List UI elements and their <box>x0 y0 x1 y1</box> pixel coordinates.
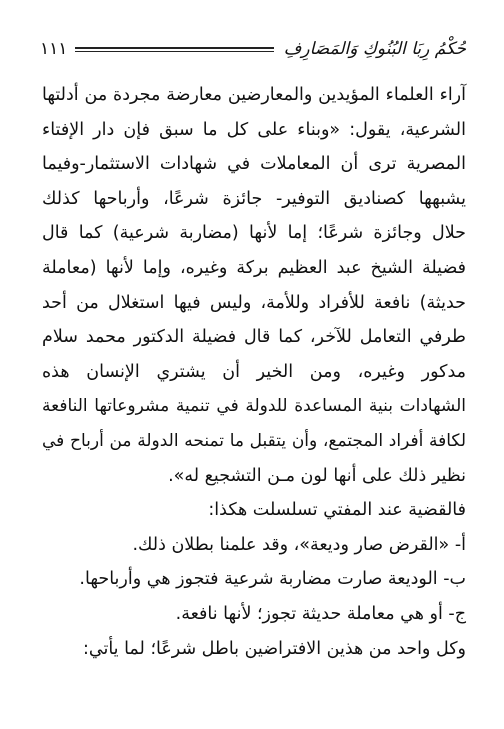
text-line: آراء العلماء المؤيدين والمعارضين معارضة مجردة من أدلتها <box>42 85 466 105</box>
header-rule <box>75 47 273 52</box>
intro-line: فالقضية عند المفتي تسلسلت هكذا: <box>208 500 466 521</box>
point-c: ج- أو هي معاملة حديثة تجوز؛ لأنها نافعة. <box>175 603 466 624</box>
text-line: لكافة أفراد المجتمع، وأن يتقبل ما تمنحه الدولة من أرباح في <box>42 430 466 451</box>
text-line: المصرية ترى أن المعاملات في شهادات الاستثمار-وفيما <box>42 154 466 175</box>
text-line: نظير ذلك على أنها لون مـن التشجيع له». <box>168 465 466 486</box>
text-line: حديثة) نافعة للأفراد وللأمة، وليس فيها استغلال من أحد <box>42 292 466 313</box>
point-a: أ- «القرض صار وديعة»، وقد علمنا بطلان ذلك. <box>132 534 466 555</box>
page-header <box>40 34 466 64</box>
text-line: فضيلة الشيخ عبد العظيم بركة وغيره، وإما لأنها (معاملة <box>42 257 466 278</box>
text-line: الشرعية، يقول: «وبناء على كل ما سبق فإن دار الإفتاء <box>42 119 466 140</box>
body-text <box>42 78 466 666</box>
text-line: طرفي التعامل للآخر، كما قال فضيلة الدكتور محمد سلام <box>42 327 466 348</box>
text-line: حلال وجائزة شرعًا؛ إما لأنها (مضاربة شرعية) كما قال <box>42 223 466 244</box>
page-number: ١١١ <box>40 39 68 59</box>
text-line: يشبهها كصناديق التوفير- جائزة شرعًا، وأرباحها كذلك <box>42 188 466 209</box>
text-line: مدكور وغيره، ومن الخير أن يشتري الإنسان هذه <box>42 361 466 382</box>
closing-line: وكل واحد من هذين الافتراضين باطل شرعًا؛ لما يأتي: <box>82 638 466 659</box>
running-title: حُكْمُ رِبَا البُنُوكِ وَالمَصَارِفِ <box>283 39 466 59</box>
point-b: ب- الوديعة صارت مضاربة شرعية فتجوز هي وأرباحها. <box>79 569 466 590</box>
text-line: الشهادات بنية المساعدة للدولة في تنمية مشروعاتها النافعة <box>42 396 466 417</box>
